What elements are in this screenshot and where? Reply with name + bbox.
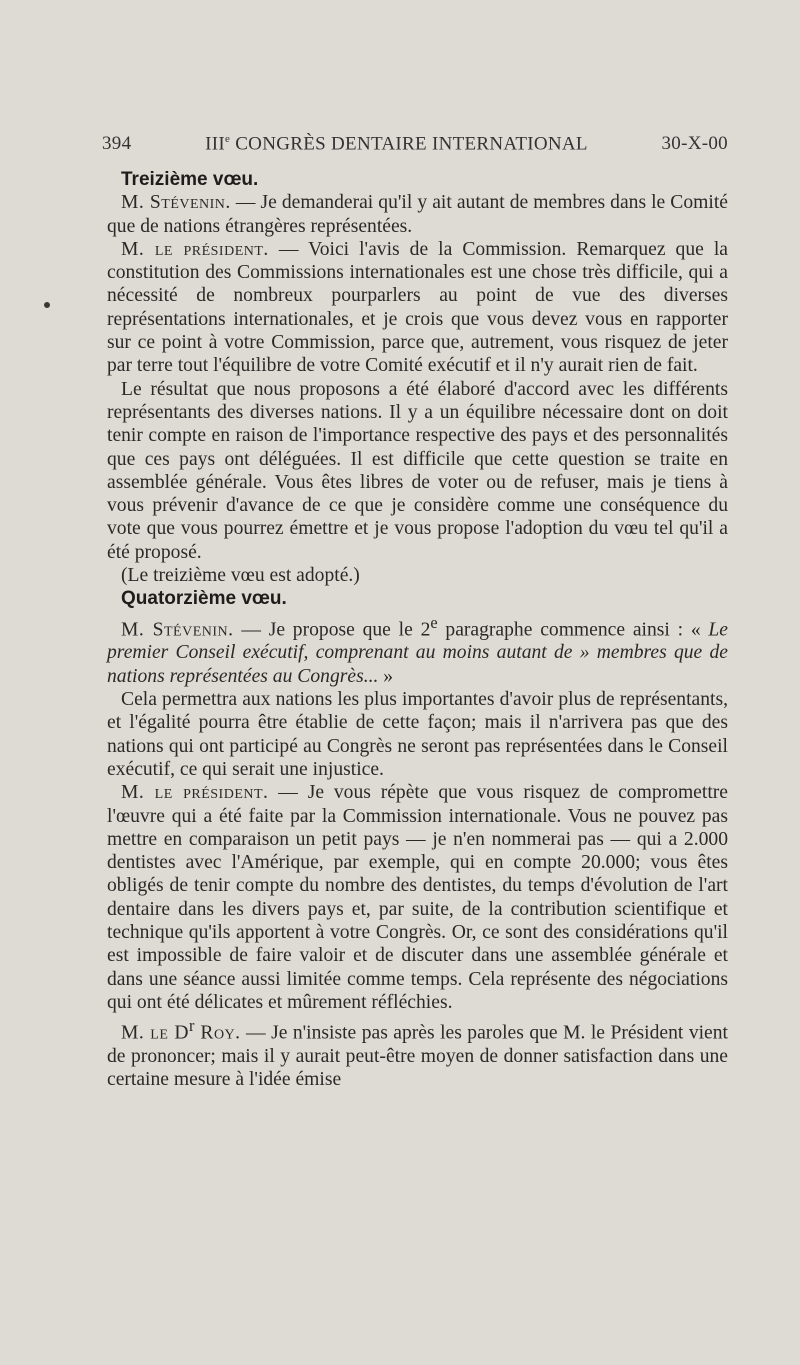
page-number: 394 <box>102 133 132 155</box>
speaker-name: M. le D <box>121 1022 189 1044</box>
paragraph-roy <box>107 1014 728 1091</box>
running-title <box>205 133 588 155</box>
speaker-name: M. le président. <box>121 782 269 804</box>
title-rest: CONGRÈS DENTAIRE INTERNATIONAL <box>230 133 588 155</box>
speaker-name: M. le président. <box>121 238 269 260</box>
paragraph-text: — Je propose que le 2 <box>233 619 431 641</box>
superscript: r <box>188 1016 195 1036</box>
paragraph-stevenin-3: Cela permettra aux nations les plus importantes d'avoir plus de représentants, et l'égalité pourra être établie de cette façon; mais il n'arrivera pas que des nations qui ont participé au Congrès ne seront pas représentées dans le Conseil exécutif, ce qui serait une injustice. <box>107 689 728 780</box>
header-date: 30-X-00 <box>661 133 728 155</box>
paragraph-text: — Je vous répète que vous risquez de compromettre l'œuvre qui a été faite par la Commission internationale. Vous ne pouvez pas mettre en comparaison un petit pays — je n'en nommerai pas — qui a 2.000 dentistes avec l'Amérique, par exemple, qui en compte 20.000; vous êtes obligés de tenir compte du nombre des dentistes, du temps d'évolution de l'art dentaire dans les divers pays et, par suite, de la contribution scientifique et technique qu'ils apportent à votre Congrès. Or, ce sont des considérations qu'il est impossible de faire valoir et de discuter dans une assemblée générale et dans une séance aussi limitée comme temps. Cela représente des négociations qui ont été délicates et mûrement réfléchies. <box>107 782 728 1013</box>
quoted-italic: Le premier Conseil exécutif, comprenant au moins autant de » membres que de nations représentées au Congrès... <box>107 619 728 687</box>
heading-quatorzieme-voeu: Quatorzième vœu. <box>121 588 287 610</box>
paragraph-adoption: (Le treizième vœu est adopté.) <box>121 565 360 587</box>
paragraph-text: — Je demanderai qu'il y ait autant de membres dans le Comité que de nations étrangères représentées. <box>107 192 728 237</box>
superscript: e <box>430 612 438 632</box>
paragraph-stevenin-2 <box>107 611 728 688</box>
paragraph-president-2: Le résultat que nous proposons a été élaboré d'accord avec les différents représentants des diverses nations. Il y a un équilibre nécessaire dont on doit tenir compte en raison de l'importance respective des pays et des personnalités que ces pays ont déléguées. Il est difficile que cette question se traite en assemblée générale. Vous êtes libres de voter ou de refuser, mais je tiens à vous prévenir d'avance de ce que je considère comme une conséquence du vote que vous pourrez émettre et je vous propose l'adoption du vœu tel qu'il a été proposé. <box>107 378 728 563</box>
ink-spot <box>44 302 50 308</box>
paragraph-president-3 <box>107 781 728 1014</box>
speaker-name: Roy. <box>194 1022 241 1044</box>
speaker-name: M. Stévenin. <box>121 192 231 214</box>
paragraph-text: — Je n'insiste pas après les paroles que M. le Président vient de prononcer; mais il y aurait peut-être moyen de donner satisfaction dans une certaine mesure à l'idée émise <box>107 1022 728 1091</box>
paragraph-text: — Voici l'avis de la Commission. Remarquez que la constitution des Commissions internationales est une chose très difficile, qui a nécessité de nombreux pourparlers au point de vue des diverses représentations internationales, et je crois que vous devez vous en rapporter sur ce point à votre Commission, parce que, autrement, vous risquez de jeter par terre tout l'équilibre de votre Comité exécutif et il n'y aurait rien de fait. <box>107 238 728 377</box>
body-text <box>107 168 728 1092</box>
paragraph-president-1 <box>107 238 728 378</box>
closing-quote: » <box>378 665 394 687</box>
running-header <box>102 133 728 155</box>
paragraph-stevenin-1 <box>107 191 728 238</box>
heading-treizieme-voeu: Treizième vœu. <box>121 169 259 190</box>
title-ordinal-sup: e <box>224 133 231 145</box>
title-ordinal: III <box>205 133 225 155</box>
paragraph-text: paragraphe commence ainsi : « <box>437 619 709 641</box>
speaker-name: M. Stévenin. <box>121 619 234 641</box>
